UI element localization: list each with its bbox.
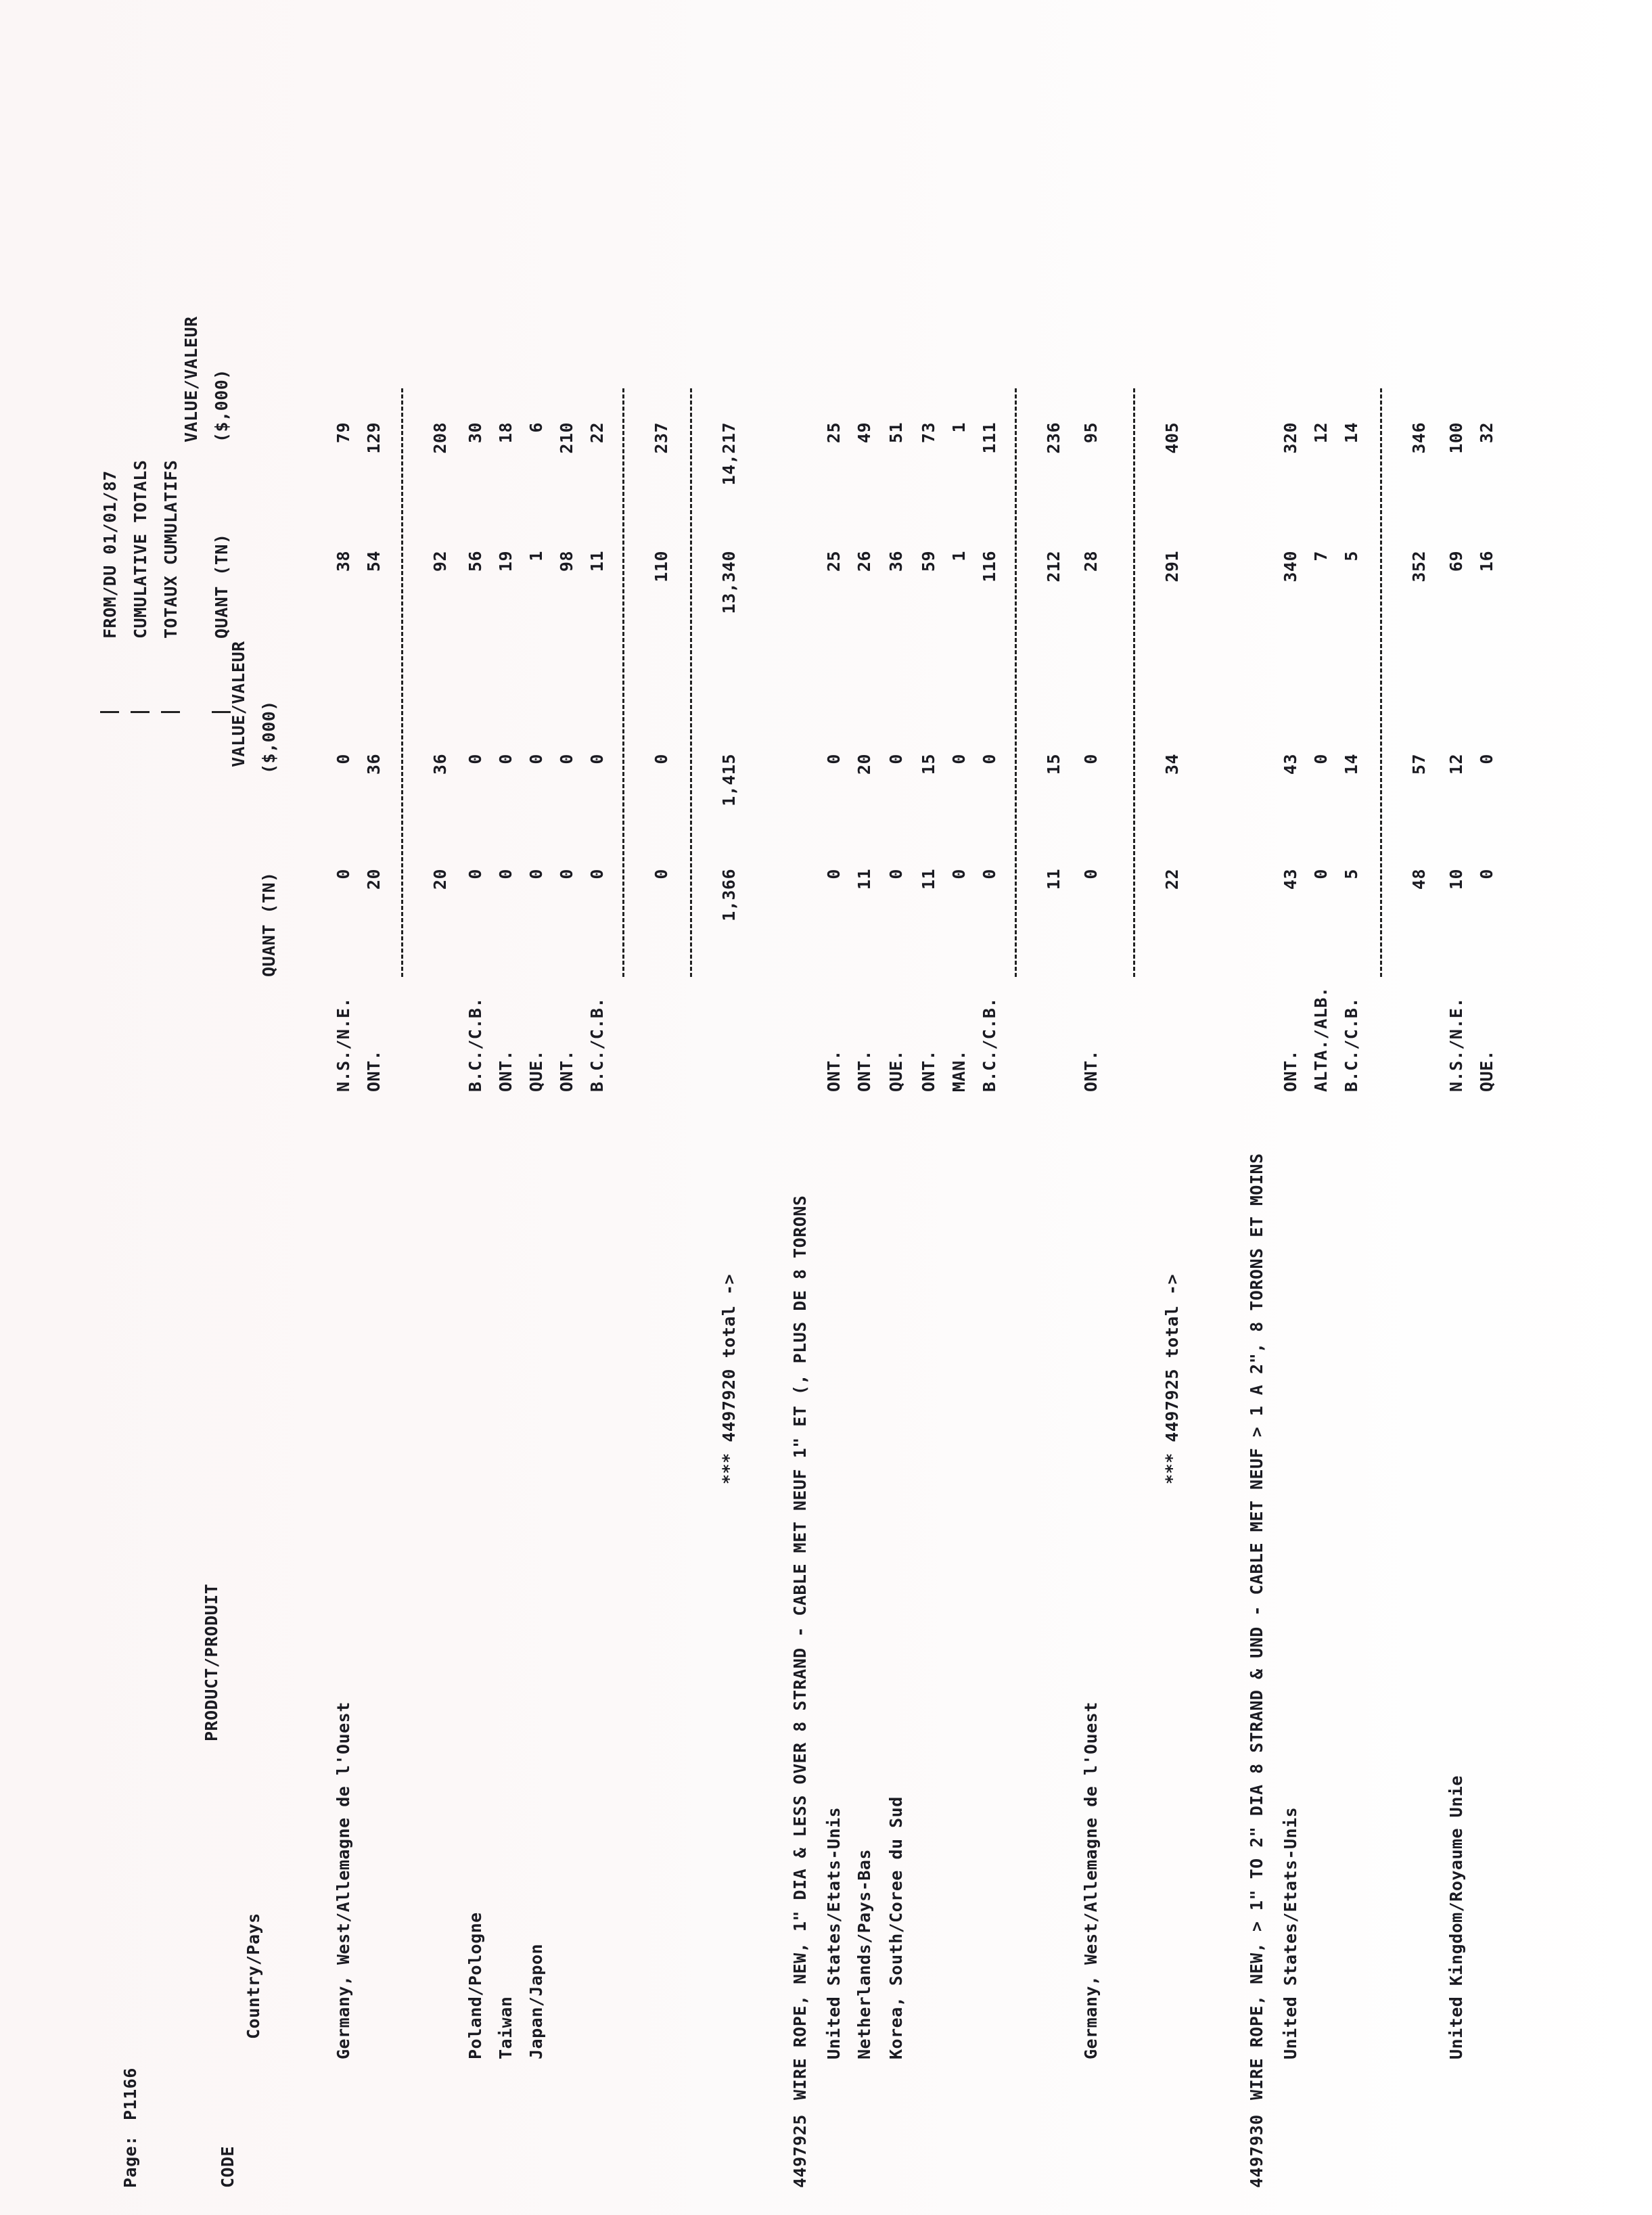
cum-quant-cell: 340 [1281, 551, 1300, 583]
subtotal-value: 15 [1044, 754, 1063, 775]
subtotal-quant: 20 [430, 869, 450, 890]
header-country: Country/Pays [244, 1913, 263, 2039]
cum-quant-cell: 5 [1341, 551, 1361, 562]
subtotal-quant: 0 [651, 869, 671, 880]
value-cell: 0 [465, 754, 485, 764]
cum-value-cell: 22 [587, 422, 607, 444]
country-cell: Korea, South/Coree du Sud [886, 1796, 906, 2059]
province-cell: ONT. [496, 1049, 515, 1092]
province-cell: B.C./C.B. [980, 997, 999, 1092]
value-cell: 0 [334, 754, 353, 764]
province-cell: ONT. [557, 1049, 576, 1092]
cum-value-cell: 6 [526, 422, 546, 433]
value-cell: 43 [1281, 754, 1300, 775]
header-code: CODE [218, 2145, 237, 2188]
cum-value-cell: 210 [557, 422, 576, 454]
header-quant: QUANT (TN) [259, 871, 279, 977]
value-cell: 14 [1341, 754, 1361, 775]
province-cell: B.C./C.B. [1341, 997, 1361, 1092]
cum-quant-cell: 1 [526, 551, 546, 562]
cum-quant-cell: 16 [1477, 551, 1496, 572]
quant-cell: 20 [364, 869, 384, 890]
country-cell: United Kingdom/Royaume Unie [1446, 1775, 1466, 2059]
cum-quant-cell: 38 [334, 551, 353, 572]
subtotal-cum-quant: 92 [430, 551, 450, 572]
cum-value-cell: 1 [949, 422, 969, 433]
total-quant: 1,366 [719, 869, 739, 921]
total-rule [1133, 388, 1135, 977]
province-cell: ALTA./ALB. [1311, 986, 1331, 1092]
total-rule [690, 388, 692, 977]
value-cell: 0 [496, 754, 515, 764]
page-number: P1166 [120, 2068, 140, 2120]
quant-cell: 0 [1477, 869, 1496, 880]
quant-cell: 10 [1446, 869, 1466, 890]
subtotal-cum-quant: 352 [1409, 551, 1429, 583]
product-total-label: *** 4497920 total -> [719, 1273, 739, 1484]
value-cell: 0 [557, 754, 576, 764]
cum-quant-cell: 69 [1446, 551, 1466, 572]
cum-quant-cell: 11 [587, 551, 607, 572]
total-value: 34 [1162, 754, 1182, 775]
column-separator [131, 711, 150, 713]
cum-value-cell: 25 [824, 422, 844, 444]
cum-quant-cell: 54 [364, 551, 384, 572]
header-quant-cum: QUANT (TN) [212, 533, 231, 639]
quant-cell: 0 [557, 869, 576, 880]
quant-cell: 11 [854, 869, 874, 890]
subtotal-rule [1015, 388, 1017, 977]
header-value-units-cum: ($,000) [212, 369, 231, 442]
value-cell: 36 [364, 754, 384, 775]
country-cell: Taiwan [496, 1996, 515, 2059]
country-cell: United States/Etats-Unis [824, 1806, 844, 2059]
cum-quant-cell: 59 [919, 551, 938, 572]
value-cell: 15 [919, 754, 938, 775]
quant-cell: 0 [334, 869, 353, 880]
header-value-cum: VALUE/VALEUR [181, 316, 201, 442]
column-separator [161, 711, 180, 713]
subtotal-value: 0 [651, 754, 671, 764]
column-separator [100, 711, 119, 713]
total-value: 1,415 [719, 754, 739, 806]
page-label: Page: [120, 2135, 140, 2188]
quant-cell: 0 [1081, 869, 1101, 880]
cum-value-cell: 49 [854, 422, 874, 444]
subtotal-cum-value: 208 [430, 422, 450, 454]
province-cell: QUE. [886, 1049, 906, 1092]
country-cell: Japan/Japon [526, 1943, 546, 2059]
value-cell: 0 [949, 754, 969, 764]
quant-cell: 0 [1311, 869, 1331, 880]
country-cell: Netherlands/Pays-Bas [854, 1848, 874, 2059]
cum-quant-cell: 56 [465, 551, 485, 572]
product-total-label: *** 4497925 total -> [1162, 1273, 1182, 1484]
province-cell: ONT. [1081, 1049, 1101, 1092]
quant-cell: 0 [886, 869, 906, 880]
value-cell: 0 [526, 754, 546, 764]
province-cell: ONT. [854, 1049, 874, 1092]
cum-value-cell: 79 [334, 422, 353, 444]
cum-quant-cell: 1 [949, 551, 969, 562]
quant-cell: 0 [824, 869, 844, 880]
subtotal-cum-quant: 212 [1044, 551, 1063, 583]
quant-cell: 5 [1341, 869, 1361, 880]
province-cell: ONT. [919, 1049, 938, 1092]
province-cell: N.S./N.E. [1446, 997, 1466, 1092]
value-cell: 12 [1446, 754, 1466, 775]
header-from-date: FROM/DU 01/01/87 [100, 470, 120, 639]
value-cell: 0 [1311, 754, 1331, 764]
quant-cell: 11 [919, 869, 938, 890]
province-cell: MAN. [949, 1049, 969, 1092]
product-code: 4497925 [790, 2114, 810, 2188]
province-cell: ONT. [364, 1049, 384, 1092]
province-cell: B.C./C.B. [465, 997, 485, 1092]
country-cell: Germany, West/Allemagne de l'Ouest [1081, 1702, 1101, 2059]
column-separator [212, 711, 231, 713]
quant-cell: 0 [496, 869, 515, 880]
country-cell: United States/Etats-Unis [1281, 1806, 1300, 2059]
subtotal-value: 36 [430, 754, 450, 775]
cum-value-cell: 73 [919, 422, 938, 444]
quant-cell: 0 [587, 869, 607, 880]
cum-value-cell: 12 [1311, 422, 1331, 444]
subtotal-cum-value: 236 [1044, 422, 1063, 454]
cum-quant-cell: 28 [1081, 551, 1101, 572]
cum-value-cell: 95 [1081, 422, 1101, 444]
cum-quant-cell: 7 [1311, 551, 1331, 562]
province-cell: QUE. [526, 1049, 546, 1092]
quant-cell: 0 [980, 869, 999, 880]
cum-quant-cell: 36 [886, 551, 906, 572]
product-title: WIRE ROPE, NEW, > 1" TO 2" DIA 8 STRAND & UND - CABLE MET NEUF > 1 A 2", 8 TORONS ET MOINS [1247, 1153, 1266, 2100]
subtotal-cum-value: 346 [1409, 422, 1429, 454]
total-cum-value: 405 [1162, 422, 1182, 454]
value-cell: 0 [980, 754, 999, 764]
total-cum-quant: 291 [1162, 551, 1182, 583]
province-cell: N.S./N.E. [334, 997, 353, 1092]
quant-cell: 0 [465, 869, 485, 880]
total-cum-quant: 13,340 [719, 551, 739, 614]
quant-cell: 0 [949, 869, 969, 880]
subtotal-value: 57 [1409, 754, 1429, 775]
cum-value-cell: 32 [1477, 422, 1496, 444]
value-cell: 0 [1477, 754, 1496, 764]
value-cell: 0 [886, 754, 906, 764]
country-cell: Germany, West/Allemagne de l'Ouest [334, 1702, 353, 2059]
product-code: 4497930 [1247, 2114, 1266, 2188]
quant-cell: 43 [1281, 869, 1300, 890]
total-quant: 22 [1162, 869, 1182, 890]
subtotal-rule [1380, 388, 1382, 977]
value-cell: 0 [1081, 754, 1101, 764]
quant-cell: 0 [526, 869, 546, 880]
header-cumulative: CUMULATIVE TOTALS [131, 459, 150, 639]
cum-value-cell: 111 [980, 422, 999, 454]
header-totaux: TOTAUX CUMULATIFS [161, 459, 181, 639]
cum-value-cell: 129 [364, 422, 384, 454]
cum-value-cell: 30 [465, 422, 485, 444]
product-title: WIRE ROPE, NEW, 1" DIA & LESS OVER 8 STRAND - CABLE MET NEUF 1" ET (, PLUS DE 8 TORONS [790, 1195, 810, 2100]
subtotal-quant: 11 [1044, 869, 1063, 890]
subtotal-rule [401, 388, 403, 977]
header-value-units: ($,000) [259, 700, 279, 774]
value-cell: 20 [854, 754, 874, 775]
header-value: VALUE/VALEUR [229, 641, 248, 767]
subtotal-cum-value: 237 [651, 422, 671, 454]
cum-value-cell: 18 [496, 422, 515, 444]
province-cell: QUE. [1477, 1049, 1496, 1092]
country-cell: Poland/Pologne [465, 1912, 485, 2059]
subtotal-quant: 48 [1409, 869, 1429, 890]
header-product: PRODUCT/PRODUIT [202, 1583, 221, 1741]
province-cell: B.C./C.B. [587, 997, 607, 1092]
cum-value-cell: 51 [886, 422, 906, 444]
cum-value-cell: 100 [1446, 422, 1466, 454]
cum-value-cell: 14 [1341, 422, 1361, 444]
province-cell: ONT. [824, 1049, 844, 1092]
cum-quant-cell: 98 [557, 551, 576, 572]
value-cell: 0 [587, 754, 607, 764]
total-cum-value: 14,217 [719, 422, 739, 486]
cum-quant-cell: 19 [496, 551, 515, 572]
subtotal-rule [622, 388, 624, 977]
province-cell: ONT. [1281, 1049, 1300, 1092]
subtotal-cum-quant: 110 [651, 551, 671, 583]
cum-value-cell: 320 [1281, 422, 1300, 454]
cum-quant-cell: 26 [854, 551, 874, 572]
cum-quant-cell: 25 [824, 551, 844, 572]
value-cell: 0 [824, 754, 844, 764]
cum-quant-cell: 116 [980, 551, 999, 583]
